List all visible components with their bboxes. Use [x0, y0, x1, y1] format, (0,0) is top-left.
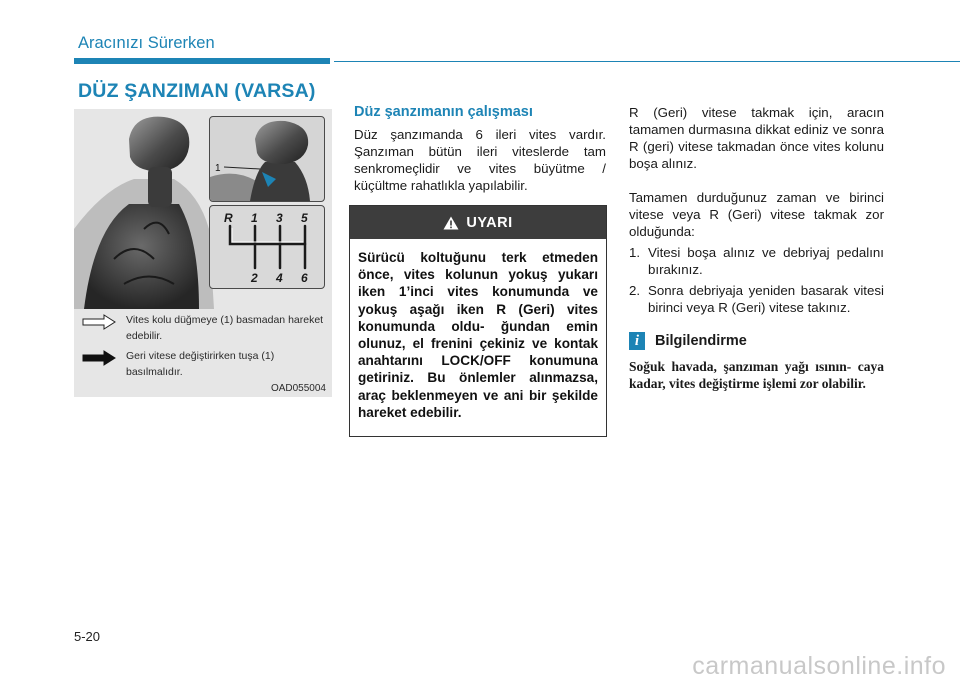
- warning-triangle-icon: [443, 216, 459, 230]
- knob-closeup-illustration: [210, 117, 324, 201]
- gear-2-label: 2: [251, 271, 258, 285]
- gear-shift-figure: [74, 109, 332, 397]
- step-text: Sonra debriyaja yeniden basarak vitesi birinci veya R (Geri) vitese takınız.: [648, 283, 884, 315]
- outline-arrow-icon: [82, 314, 116, 330]
- list-item: [629, 244, 884, 278]
- gear-r-label: R: [224, 211, 233, 225]
- release-button-inset: [209, 116, 325, 202]
- warning-box: [349, 205, 607, 437]
- gear-3-label: 3: [276, 211, 283, 225]
- gear-1-label: 1: [251, 211, 258, 225]
- gear-4-label: 4: [276, 271, 283, 285]
- step-number: 2.: [629, 283, 641, 298]
- legend-item-reverse: [82, 348, 327, 380]
- step-number: 1.: [629, 245, 641, 260]
- warning-header: [350, 206, 606, 239]
- section-heading: Düz şanzımanın çalışması: [354, 104, 533, 120]
- step-text: Vitesi boşa alınız ve debriyaj pedalını bırakınız.: [648, 245, 884, 277]
- legend-item-free-move: [82, 312, 327, 344]
- info-icon: i: [629, 332, 645, 350]
- legend-text: Vites kolu düğmeye (1) basmadan hareket edebilir.: [126, 314, 324, 342]
- figure-code: OAD055004: [270, 383, 326, 394]
- warning-text: Sürücü koltuğunu terk etmeden önce, vites kolunun yokuş yukarı iken 1’inci vites konumunda ve yokuş aşağı iken R (Geri) vites konumunda oldu- ğundan emin olunuz, el frenini çekiniz ve kontak anahtarını LOCK/OFF konumuna getiriniz. Bu önlemler alınmazsa, araç beklenmeyen ve ani bir şekilde hareket edebilir.: [358, 250, 598, 420]
- info-title: Bilgilendirme: [655, 333, 747, 349]
- warning-label: UYARI: [466, 214, 513, 231]
- watermark: carmanualsonline.info: [692, 652, 946, 680]
- header-rule-thin: [334, 61, 960, 62]
- body-paragraph: Düz şanzımanda 6 ileri vites vardır. Şanzıman bütün ileri viteslerde tam senkromeçlidir ve vites büyütme / küçültme rahatlıkla yapılabilir.: [354, 127, 606, 193]
- solid-arrow-icon: [82, 350, 116, 366]
- gear-6-label: 6: [301, 271, 308, 285]
- list-item: [629, 282, 884, 316]
- header-rule-thick: [74, 58, 330, 64]
- right-column: [629, 104, 884, 392]
- body-paragraph: R (Geri) vitese takmak için, aracın tamamen durmasına dikkat ediniz ve sonra R (geri) vitese takmadan önce vites kolunu boşa alınız.: [629, 105, 884, 171]
- page-number: 5-20: [74, 629, 101, 644]
- legend-text: Geri vitese değiştirirken tuşa (1) basılmalıdır.: [126, 350, 275, 378]
- info-heading: [629, 332, 884, 350]
- callout-number: 1: [215, 163, 221, 174]
- shift-pattern-inset: [209, 205, 325, 289]
- body-paragraph: Tamamen durduğunuz zaman ve birinci vitese veya R (Geri) vitese takmak zor olduğunda:: [629, 190, 884, 239]
- section-header: Aracınızı Sürerken: [78, 34, 215, 52]
- steps-list: [629, 244, 884, 316]
- page-title: DÜZ ŞANZIMAN (VARSA): [78, 80, 316, 102]
- gear-5-label: 5: [301, 211, 308, 225]
- info-text: Soğuk havada, şanzıman yağı ısının- caya kadar, vites değiştirme işlemi zor olabilir.: [629, 359, 884, 391]
- shift-pattern-diagram: [210, 206, 324, 288]
